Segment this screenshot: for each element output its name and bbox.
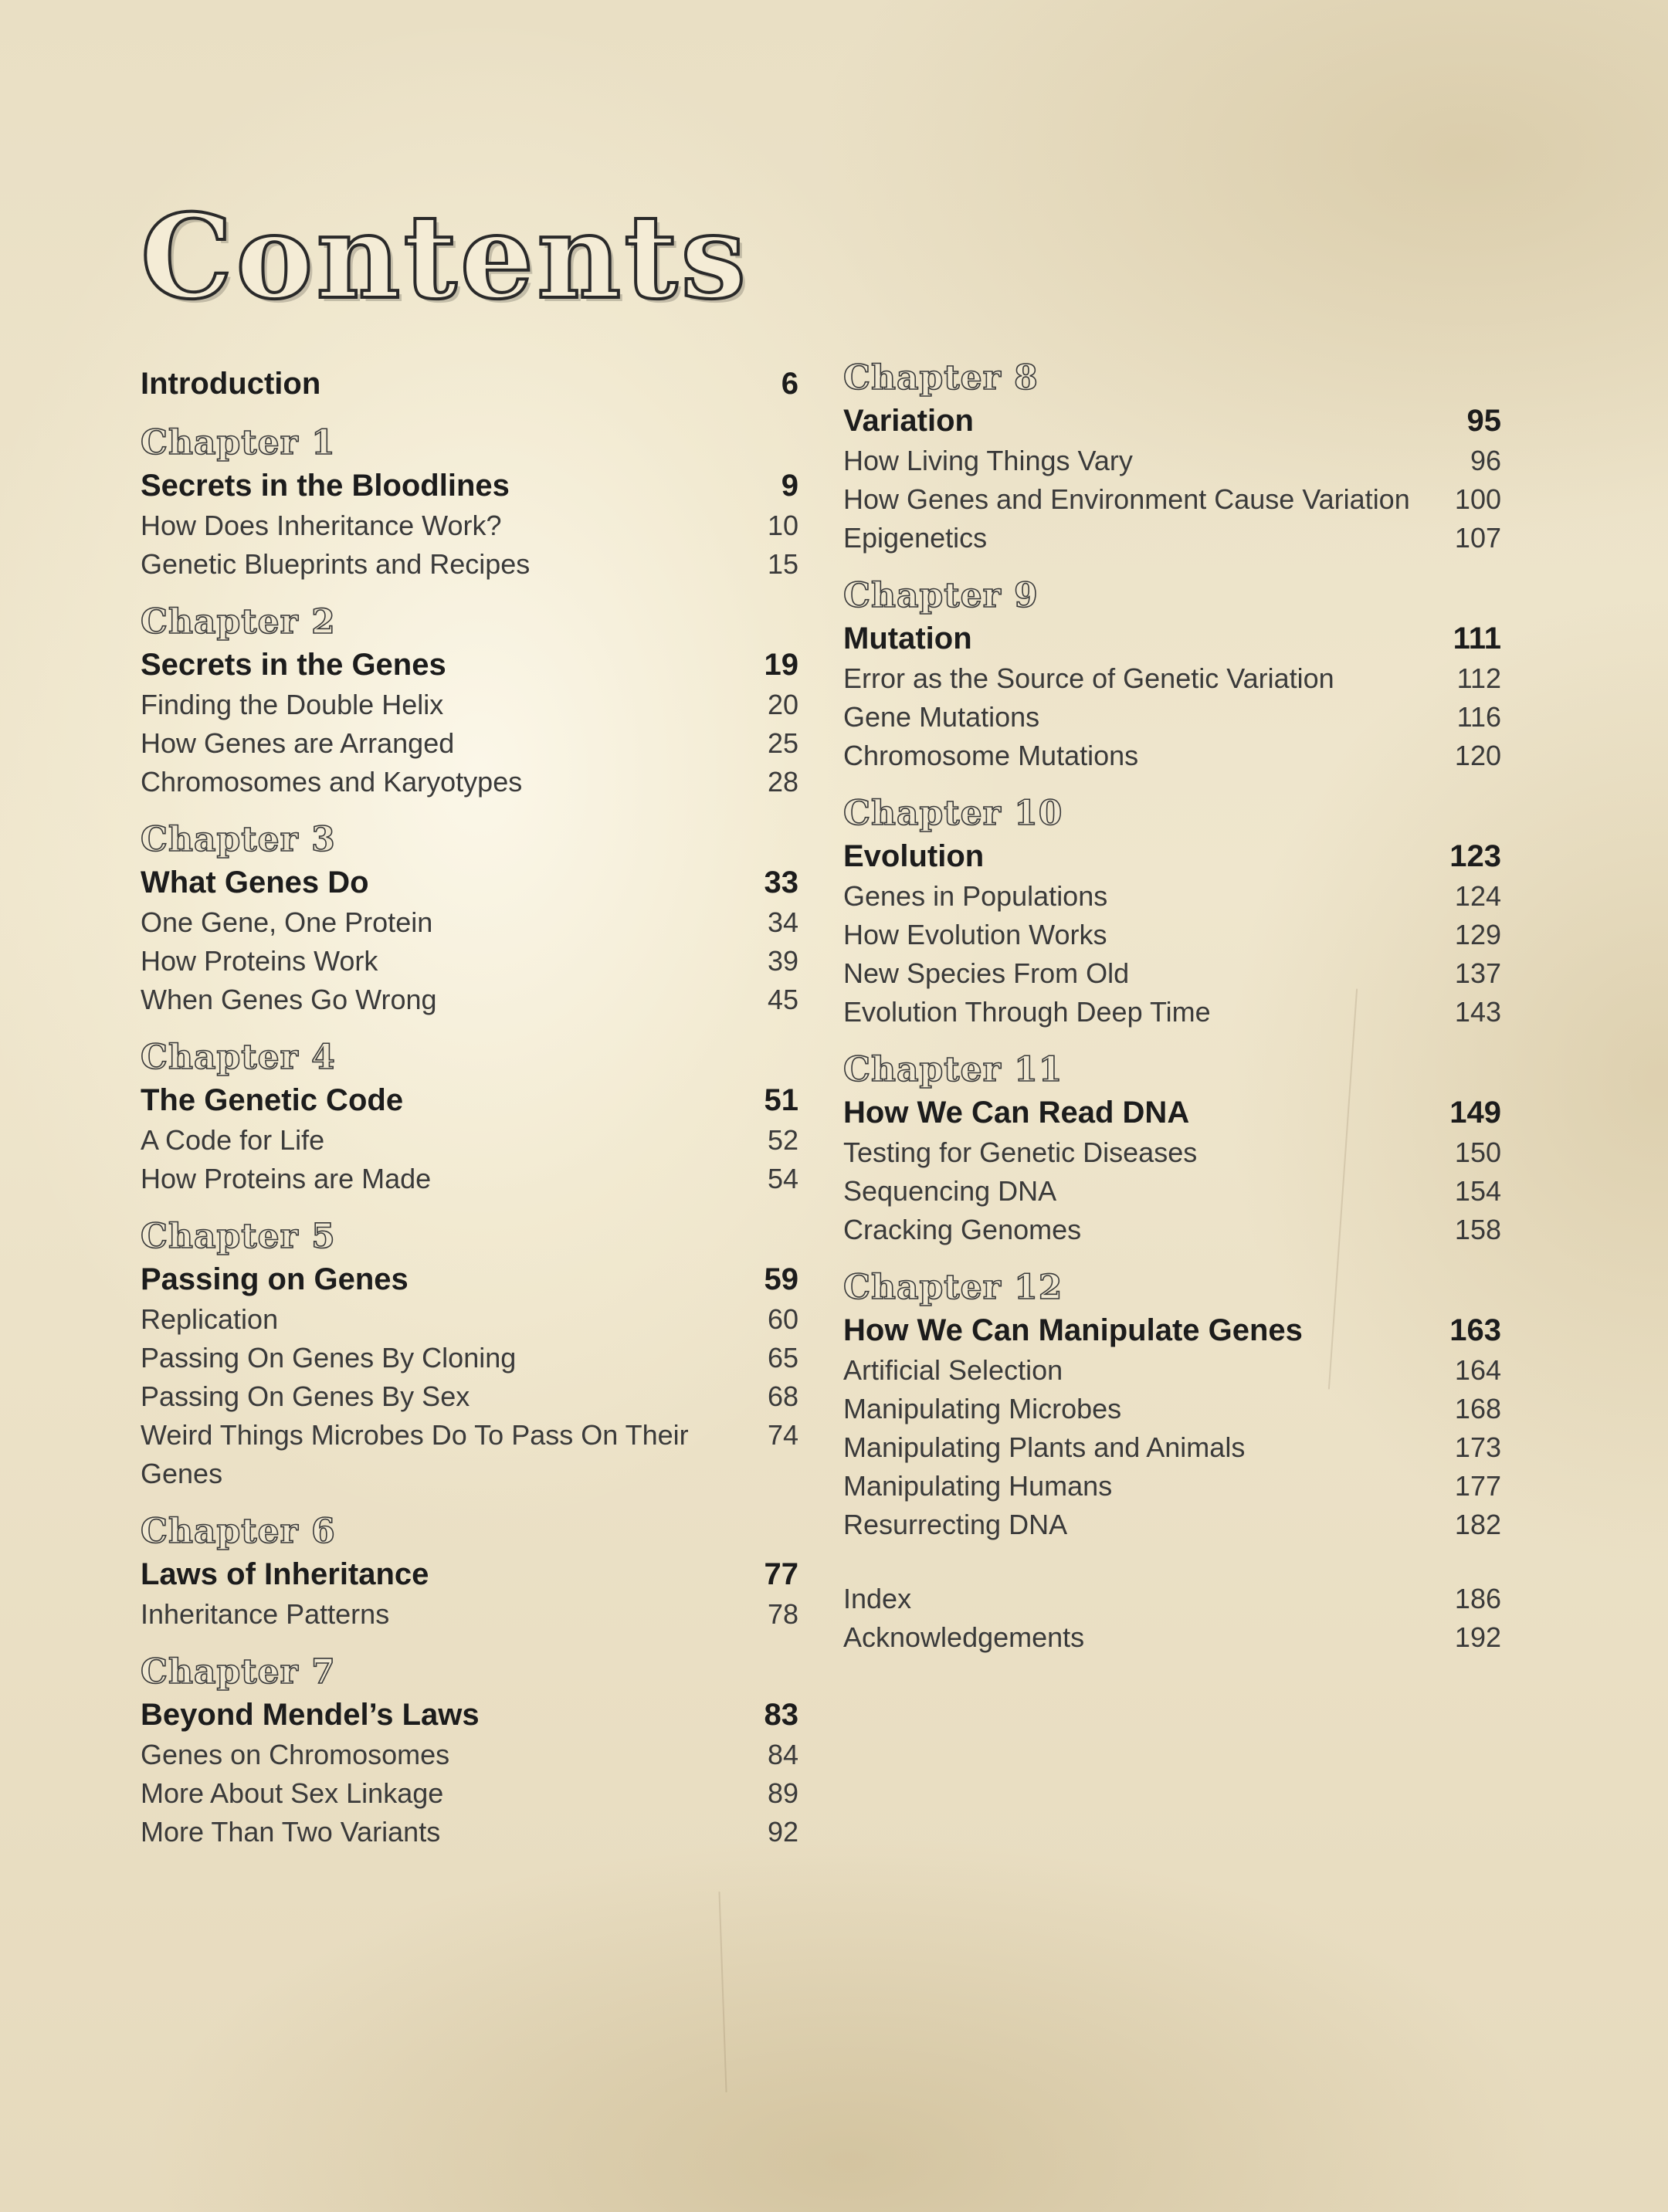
section-row[interactable]	[843, 698, 1501, 737]
entry-page: 150	[1454, 1136, 1501, 1168]
chapter-title-row[interactable]	[141, 1258, 798, 1300]
chapter-label: Chapter 9	[843, 576, 1039, 615]
entry-title: Artificial Selection	[843, 1354, 1063, 1386]
section-row[interactable]	[141, 1377, 798, 1416]
entry-title: What Genes Do	[141, 865, 369, 899]
section-row[interactable]	[141, 1121, 798, 1160]
entry-title: The Genetic Code	[141, 1083, 404, 1117]
entry-page: 100	[1454, 483, 1501, 515]
chapter-label: Chapter 3	[141, 820, 336, 859]
entry-page: 123	[1449, 839, 1501, 873]
entry-title: Finding the Double Helix	[141, 689, 444, 720]
entry-page: 177	[1454, 1470, 1501, 1502]
entry-title: Resurrecting DNA	[843, 1509, 1068, 1540]
section-row[interactable]	[843, 954, 1501, 993]
entry-page: 6	[781, 367, 798, 401]
toc-entry-introduction[interactable]	[141, 363, 798, 405]
entry-title: Gene Mutations	[843, 701, 1040, 733]
chapter-label: Chapter 7	[141, 1652, 336, 1692]
entry-title: One Gene, One Protein	[141, 906, 433, 938]
page-title: Contents	[141, 189, 750, 325]
section-row[interactable]	[843, 519, 1501, 557]
entry-page: 186	[1454, 1583, 1501, 1614]
entry-page: 173	[1454, 1431, 1501, 1463]
entry-page: 96	[1470, 445, 1501, 476]
entry-title: Manipulating Humans	[843, 1470, 1113, 1502]
section-row[interactable]	[843, 1211, 1501, 1249]
toc-left-column	[141, 363, 798, 1851]
entry-page: 68	[767, 1380, 798, 1412]
section-row[interactable]	[141, 506, 798, 545]
entry-page: 120	[1454, 740, 1501, 771]
chapter-title-row[interactable]	[843, 835, 1501, 877]
section-row[interactable]	[141, 763, 798, 801]
entry-title: Secrets in the Genes	[141, 648, 446, 682]
right-chapter-list	[843, 357, 1501, 1544]
entry-page: 39	[767, 945, 798, 977]
entry-title: Evolution	[843, 839, 985, 873]
entry-title: When Genes Go Wrong	[141, 984, 437, 1015]
entry-title: Evolution Through Deep Time	[843, 996, 1211, 1028]
section-row[interactable]	[843, 1351, 1501, 1390]
entry-title: Error as the Source of Genetic Variation	[843, 662, 1334, 694]
entry-title: Epigenetics	[843, 522, 988, 554]
entry-title: How Proteins Work	[141, 945, 378, 977]
section-row[interactable]	[141, 1339, 798, 1377]
entry-page: 111	[1453, 622, 1501, 655]
entry-page: 28	[767, 766, 798, 798]
section-row[interactable]	[843, 737, 1501, 775]
section-row[interactable]	[141, 1300, 798, 1339]
entry-title: Genes in Populations	[843, 880, 1108, 912]
section-row[interactable]	[843, 1467, 1501, 1506]
entry-page: 129	[1454, 919, 1501, 950]
section-row[interactable]	[141, 1416, 798, 1493]
chapter-label: Chapter 12	[843, 1268, 1063, 1307]
entry-page: 74	[767, 1419, 798, 1451]
entry-title: Manipulating Microbes	[843, 1393, 1122, 1424]
entry-title: How Evolution Works	[843, 919, 1107, 950]
entry-title: Passing on Genes	[141, 1262, 409, 1296]
entry-title: Genes on Chromosomes	[141, 1739, 450, 1770]
back-matter-row[interactable]	[843, 1580, 1501, 1618]
chapter-title-row[interactable]	[843, 1309, 1501, 1351]
entry-page: 65	[767, 1342, 798, 1374]
section-row[interactable]	[141, 942, 798, 981]
entry-title: Passing On Genes By Sex	[141, 1380, 470, 1412]
entry-page: 92	[767, 1816, 798, 1848]
chapter-title-row[interactable]	[843, 400, 1501, 442]
entry-title: Laws of Inheritance	[141, 1557, 429, 1591]
entry-title: More About Sex Linkage	[141, 1777, 444, 1809]
entry-page: 154	[1454, 1175, 1501, 1207]
section-row[interactable]	[843, 916, 1501, 954]
chapter-label: Chapter 4	[141, 1038, 336, 1077]
section-row[interactable]	[843, 659, 1501, 698]
entry-page: 10	[767, 510, 798, 541]
chapter-title-row[interactable]	[141, 1079, 798, 1121]
chapter-label: Chapter 6	[141, 1512, 336, 1551]
entry-title: How Does Inheritance Work?	[141, 510, 502, 541]
entry-page: 19	[764, 648, 798, 682]
entry-page: 158	[1454, 1214, 1501, 1245]
chapter-label: Chapter 1	[141, 423, 336, 462]
entry-title: Chromosome Mutations	[843, 740, 1139, 771]
entry-title: A Code for Life	[141, 1124, 325, 1156]
entry-page: 182	[1454, 1509, 1501, 1540]
entry-title: Introduction	[141, 367, 321, 401]
entry-title: Genetic Blueprints and Recipes	[141, 548, 531, 580]
chapter-title-row[interactable]	[843, 1092, 1501, 1133]
entry-page: 15	[767, 548, 798, 580]
entry-page: 34	[767, 906, 798, 938]
entry-title: Replication	[141, 1303, 279, 1335]
entry-page: 149	[1449, 1096, 1501, 1130]
section-row[interactable]	[141, 1736, 798, 1774]
entry-page: 137	[1454, 957, 1501, 989]
entry-page: 116	[1456, 701, 1501, 733]
chapter-label: Chapter 5	[141, 1217, 336, 1256]
section-row[interactable]	[843, 1172, 1501, 1211]
entry-page: 143	[1454, 996, 1501, 1028]
entry-title: How We Can Read DNA	[843, 1096, 1190, 1130]
entry-page: 95	[1466, 404, 1501, 438]
section-row[interactable]	[843, 993, 1501, 1031]
entry-page: 77	[764, 1557, 798, 1591]
section-row[interactable]	[141, 981, 798, 1019]
entry-page: 89	[767, 1777, 798, 1809]
entry-page: 9	[781, 469, 798, 503]
entry-page: 20	[767, 689, 798, 720]
section-row[interactable]	[141, 545, 798, 584]
entry-page: 83	[764, 1698, 798, 1732]
entry-page: 168	[1454, 1393, 1501, 1424]
chapter-title-row[interactable]	[141, 1694, 798, 1736]
section-row[interactable]	[843, 1506, 1501, 1544]
entry-page: 163	[1449, 1313, 1501, 1347]
section-row[interactable]	[141, 1595, 798, 1634]
left-chapter-list	[141, 422, 798, 1851]
chapter-label: Chapter 8	[843, 358, 1039, 398]
section-row[interactable]	[843, 480, 1501, 519]
entry-page: 59	[764, 1262, 798, 1296]
entry-title: Inheritance Patterns	[141, 1598, 390, 1630]
entry-page: 84	[767, 1739, 798, 1770]
chapter-title-row[interactable]	[141, 1553, 798, 1595]
section-row[interactable]	[843, 1133, 1501, 1172]
back-matter-list	[843, 1580, 1501, 1657]
entry-page: 107	[1454, 522, 1501, 554]
entry-title: Beyond Mendel’s Laws	[141, 1698, 480, 1732]
entry-title: How Living Things Vary	[843, 445, 1133, 476]
entry-page: 60	[767, 1303, 798, 1335]
section-row[interactable]	[141, 724, 798, 763]
section-row[interactable]	[141, 903, 798, 942]
entry-page: 51	[764, 1083, 798, 1117]
entry-title: Secrets in the Bloodlines	[141, 469, 510, 503]
entry-title: Index	[843, 1583, 912, 1614]
entry-page: 112	[1456, 662, 1501, 694]
chapter-title-row[interactable]	[843, 618, 1501, 659]
chapter-label: Chapter 10	[843, 794, 1063, 833]
section-row[interactable]	[843, 1390, 1501, 1428]
paper-crease	[718, 1892, 727, 2092]
entry-title: Cracking Genomes	[843, 1214, 1082, 1245]
entry-page: 25	[767, 727, 798, 759]
entry-page: 45	[767, 984, 798, 1015]
entry-title: Sequencing DNA	[843, 1175, 1057, 1207]
chapter-title-row[interactable]	[141, 862, 798, 903]
entry-page: 192	[1454, 1621, 1501, 1653]
section-row[interactable]	[843, 442, 1501, 480]
section-row[interactable]	[843, 1428, 1501, 1467]
entry-page: 78	[767, 1598, 798, 1630]
spacer	[843, 1544, 1501, 1580]
entry-page: 33	[764, 865, 798, 899]
entry-title: Mutation	[843, 622, 972, 655]
section-row[interactable]	[141, 1160, 798, 1198]
entry-title: How We Can Manipulate Genes	[843, 1313, 1303, 1347]
entry-title: Manipulating Plants and Animals	[843, 1431, 1246, 1463]
entry-page: 124	[1454, 880, 1501, 912]
section-row[interactable]	[141, 1813, 798, 1851]
chapter-label: Chapter 2	[141, 602, 336, 642]
entry-title: Passing On Genes By Cloning	[141, 1342, 517, 1374]
entry-title: Weird Things Microbes Do To Pass On Their Genes	[141, 1419, 689, 1489]
chapter-label: Chapter 11	[843, 1050, 1063, 1089]
entry-title: New Species From Old	[843, 957, 1130, 989]
entry-title: How Proteins are Made	[141, 1163, 432, 1194]
entry-title: How Genes and Environment Cause Variation	[843, 483, 1410, 515]
entry-title: How Genes are Arranged	[141, 727, 455, 759]
chapter-title-row[interactable]	[141, 644, 798, 686]
section-row[interactable]	[141, 1774, 798, 1813]
entry-title: Variation	[843, 404, 974, 438]
entry-page: 164	[1454, 1354, 1501, 1386]
entry-title: Testing for Genetic Diseases	[843, 1136, 1198, 1168]
chapter-title-row[interactable]	[141, 465, 798, 506]
section-row[interactable]	[141, 686, 798, 724]
entry-title: Acknowledgements	[843, 1621, 1085, 1653]
entry-page: 52	[767, 1124, 798, 1156]
section-row[interactable]	[843, 877, 1501, 916]
entry-title: More Than Two Variants	[141, 1816, 441, 1848]
entry-page: 54	[767, 1163, 798, 1194]
toc-right-column	[843, 357, 1501, 1657]
entry-title: Chromosomes and Karyotypes	[141, 766, 523, 798]
back-matter-row[interactable]	[843, 1618, 1501, 1657]
